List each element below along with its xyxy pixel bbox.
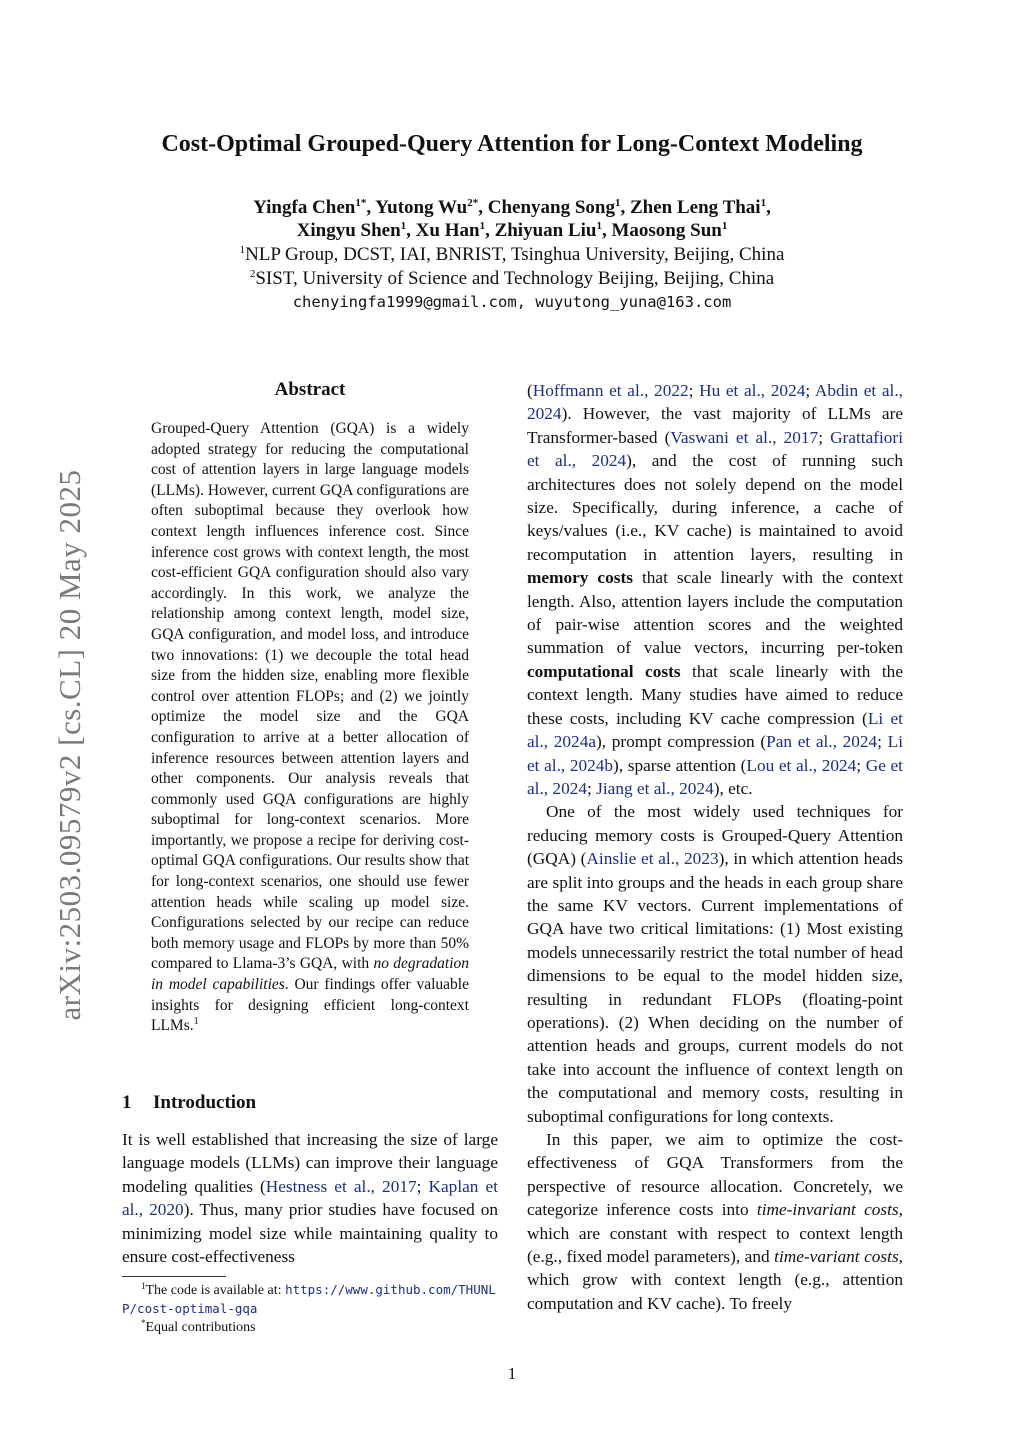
citation-link[interactable]: Ainslie et al., 2023: [586, 849, 719, 869]
abstract-body: [151, 419, 469, 1037]
footnote-text: The code is available at:: [145, 1283, 286, 1298]
bold-term: computational costs: [527, 661, 681, 681]
bold-term: memory costs: [527, 568, 633, 588]
paragraph: [527, 800, 903, 1128]
citation-link[interactable]: Hoffmann et al., 2022: [532, 381, 689, 400]
intro-paragraph: [122, 1128, 498, 1268]
author-emails: chenyingfa1999@gmail.com, wuyutong_yuna@163.com: [292, 293, 732, 311]
citation-link[interactable]: Ge et al., 2024: [527, 755, 903, 798]
body-text: ;: [416, 1176, 429, 1196]
body-text: ;: [587, 778, 597, 798]
author-name: Zhen Leng Thai: [630, 197, 761, 218]
author-affil-mark: 1: [596, 220, 602, 232]
paragraph: [527, 379, 903, 800]
author-affil-mark: 1: [721, 220, 728, 232]
body-text: ;: [877, 732, 888, 752]
affiliation-1: [0, 244, 1024, 266]
abstract-emphasis: no degradation in model capabilities: [151, 955, 469, 994]
footnotes: [122, 1281, 498, 1337]
italic-term: time-variant costs: [774, 1247, 899, 1267]
citation-link[interactable]: Vaswani et al., 2017: [670, 427, 819, 447]
body-text: ;: [805, 381, 815, 400]
author-name: Chenyang Song: [487, 197, 615, 218]
affil-text: NLP Group, DCST, IAI, BNRIST, Tsinghua University, Beijing, China: [245, 244, 785, 265]
affiliation-2: [0, 268, 1024, 290]
author-affil-mark: 2*: [467, 197, 479, 209]
author-affil-mark: 1: [615, 197, 621, 209]
author-affil-mark: 1: [479, 220, 486, 232]
citation-link[interactable]: Li et al., 2024b: [527, 732, 903, 775]
italic-term: time-invariant costs: [756, 1200, 899, 1220]
body-text: ;: [856, 755, 866, 775]
body-text: ), in which attention heads are split into groups and the heads in each group share the same KV vectors. Current implementations of GQA have two critical limitations: (1) Most existing models unnecessarily restrict the total number of head dimensions to be equal to the model hidden size, resulting in redundant FLOPs (floating-point operations). (2) When deciding on the number of attention heads and groups, current models do not take into account the influence of context length on the computational and memory costs, resulting in suboptimal configurations for long contexts.: [527, 849, 903, 1126]
author-affil-mark: 1: [760, 197, 767, 209]
footnote-mark: *: [141, 1318, 146, 1328]
body-text: It is well established that increasing the size of large language models (LLMs) can improve their language modeling qualities (: [122, 1130, 498, 1196]
arxiv-stamp: arXiv:2503.09579v2 [cs.CL] 20 May 2025: [52, 469, 87, 1021]
body-text: ), etc.: [713, 778, 753, 798]
paragraph: [527, 1128, 903, 1315]
author-name: Xingyu Shen: [296, 220, 401, 241]
author-affil-mark: 1*: [355, 197, 367, 209]
body-text: , which grow with context length (e.g., attention computation and KV cache). To freely: [527, 1247, 903, 1313]
body-text: (: [527, 381, 533, 400]
author-line-1: Yingfa Chen$^{1*}$, Yutong $Wu^{2*}$, Chenyang Song$^1$, Zhen Leng Thai$^1$,: [253, 197, 771, 218]
abstract-text: . Our findings offer valuable insights for designing efficient long-context LLMs.: [151, 976, 469, 1035]
body-text: ), prompt compression (: [596, 732, 767, 752]
body-text: that scale linearly with the context length. Many studies have aimed to reduce these costs, including KV cache compression (: [527, 661, 903, 728]
footnote-mark: 1: [193, 1016, 199, 1028]
section-title: Introduction: [153, 1092, 257, 1113]
code-repo-link[interactable]: https://www.github.com/THUNLP/cost-optimal-gqa: [122, 1282, 496, 1316]
author-line-2: Xingyu Shen$^1$, Xu Han$^1$, Zhiyuan Liu$^1$, Maosong Sun$^1$: [296, 220, 728, 241]
section-number: 1: [122, 1092, 132, 1113]
author-name: Xu Han: [415, 220, 480, 241]
affil-mark: 2: [249, 268, 256, 280]
author-name: Maosong Sun: [611, 220, 722, 241]
author-list: [0, 196, 1024, 242]
page-number: 1: [507, 1364, 517, 1383]
body-text: ;: [818, 427, 831, 447]
citation-link[interactable]: Pan et al., 2024: [766, 732, 878, 752]
body-text: that scale linearly with the context length. Also, attention layers include the computation of pair-wise attention scores and the weighted summation of value vectors, incurring per-token: [527, 568, 903, 658]
body-text: ), and the cost of running such architectures does not solely depend on the model size. Specifically, during inference, a cache of keys/values (i.e., KV cache) is maintained to avoid recomputation in attention layers, resulting in: [527, 451, 903, 564]
footnote-divider: [122, 1276, 226, 1277]
author-name: Yingfa Chen: [253, 197, 356, 218]
body-text: ). Thus, many prior studies have focused on minimizing model size while maintaining quality to ensure cost-effectiveness: [122, 1200, 498, 1267]
author-affil-mark: 1: [400, 220, 407, 232]
author-name: Yutong Wu: [375, 197, 468, 218]
affil-text: SIST, University of Science and Technology Beijing, Beijing, China: [255, 268, 775, 289]
body-text: , which are constant with respect to context length (e.g., fixed model parameters), and: [527, 1200, 903, 1267]
author-name: Zhiyuan Liu: [494, 220, 597, 241]
footnote-text: Equal contributions: [145, 1320, 256, 1335]
footnote-mark: 1: [141, 1281, 146, 1291]
abstract-text: Grouped-Query Attention (GQA) is a widely adopted strategy for reducing the computational cost of attention layers in large language models (LLMs). However, current GQA configurations are often suboptimal because they overlook how context length influences inference cost. Since inference cost grows with context length, the most cost-efficient GQA configuration should also vary accordingly. In this work, we analyze the relationship among context length, model size, GQA configuration, and model loss, and introduce two innovations: (1) we decouple the total head size from the hidden size, enabling more flexible control over attention FLOPs; and (2) we jointly optimize the model size and the GQA configuration to arrive at a better allocation of inference resources between attention layers and other components. Our analysis reveals that commonly used GQA configurations are highly suboptimal for long-context scenarios. More importantly, we propose a recipe for deriving cost-optimal GQA configurations. Our results show that for long-context scenarios, one should use fewer attention heads while scaling up model size. Configurations selected by our recipe can reduce both memory usage and FLOPs by more than 50% compared to Llama-3’s GQA, with: [151, 420, 469, 973]
citation-link[interactable]: Lou et al., 2024: [746, 755, 857, 775]
right-column: [527, 379, 903, 1315]
section-heading-introduction: [122, 1092, 256, 1114]
abstract-heading: Abstract: [274, 379, 346, 400]
body-text: ;: [688, 381, 700, 400]
citation-link[interactable]: Jiang et al., 2024: [596, 778, 714, 798]
citation-link[interactable]: Abdin et al., 2024: [527, 381, 903, 424]
body-text: ). However, the vast majority of LLMs are Transformer-based (: [527, 404, 903, 447]
body-text: One of the most widely used techniques for reducing memory costs is Grouped-Query Attention (GQA) (: [527, 802, 903, 869]
body-text: ), sparse attention (: [613, 755, 747, 775]
body-text: In this paper, we aim to optimize the cost-effectiveness of GQA Transformers from the perspective of resource allocation. Concretely, we categorize inference costs into: [527, 1130, 903, 1220]
citation-link[interactable]: Li et al., 2024a: [527, 708, 903, 752]
paper-title: Cost-Optimal Grouped-Query Attention for Long-Context Modeling: [161, 131, 863, 157]
citation-link[interactable]: Kaplan et al., 2020: [122, 1176, 498, 1220]
affil-mark: 1: [239, 244, 246, 256]
citation-link[interactable]: Grattafiori et al., 2024: [527, 427, 903, 471]
citation-link[interactable]: Hu et al., 2024: [699, 381, 806, 400]
citation-link[interactable]: Hestness et al., 2017: [265, 1176, 417, 1196]
